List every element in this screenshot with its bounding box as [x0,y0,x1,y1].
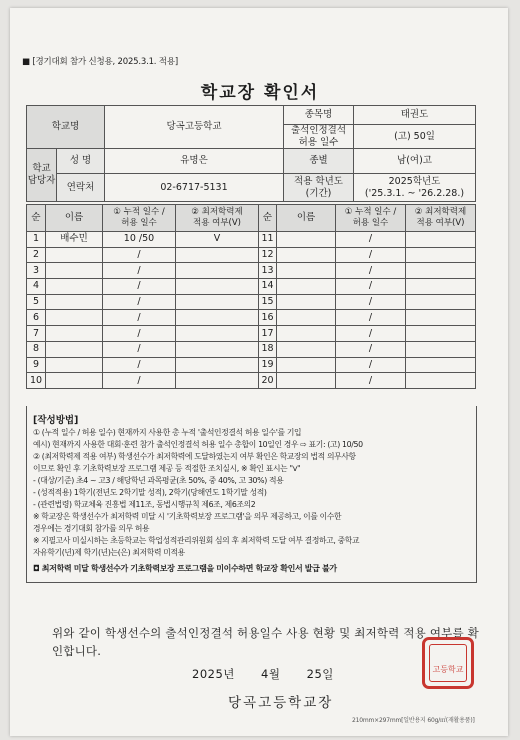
student-name [46,294,103,310]
min-achievement [176,294,259,310]
student-name [46,341,103,357]
col-days-right-2: 허용 일수 [352,218,389,228]
days-used: / [336,232,406,248]
student-table [26,204,476,389]
level-label: 종별 [284,149,354,174]
min-achievement [406,373,476,389]
document-title: 학교장 확인서 [200,83,320,103]
days-used: / [103,247,176,263]
days-used: / [103,294,176,310]
days-used: / [103,373,176,389]
year-label [284,174,354,202]
student-name [277,279,336,295]
student-name [46,357,103,373]
table-row [27,373,476,389]
col-name-left: 이름 [46,205,103,232]
days-used: / [103,263,176,279]
days-used: / [336,247,406,263]
table-row [27,341,476,357]
form-header: ■ [경기대회 참가 신청용, 2025.3.1. 적용] [22,57,178,67]
days-used: / [103,310,176,326]
student-name: 배수민 [46,232,103,248]
row-no: 11 [259,232,277,248]
row-no: 8 [27,341,46,357]
row-no: 1 [27,232,46,248]
writing-guide [26,406,477,583]
student-name [46,326,103,342]
allowed-days-label [284,125,353,148]
days-used: 10 /50 [103,232,176,248]
row-no: 4 [27,279,46,295]
event-label-cell [284,106,354,149]
row-no: 12 [259,247,277,263]
row-no: 9 [27,357,46,373]
student-name [277,232,336,248]
min-achievement [176,357,259,373]
student-name [46,263,103,279]
row-no: 10 [27,373,46,389]
days-used: / [336,373,406,389]
col-min-left-2: 적용 여부(V) [193,218,241,228]
col-days-left-2: 허용 일수 [121,218,157,228]
col-min-left-1: ② 최저학력제 [191,207,243,218]
col-days-left [103,205,176,232]
guide-line-3: ② (최저학력제 적용 여부) 학생선수가 최저학력에 도달하였는지 여부 확인은 학교장의 법적 의무사항 [33,452,356,461]
table-row [27,310,476,326]
year-value [354,174,476,202]
guide-line-6: - (성적적용) 1학기(전년도 2학기말 성적), 2학기(당해연도 1학기말 성적) [33,488,267,497]
min-achievement [406,232,476,248]
table-row [27,247,476,263]
student-name [46,247,103,263]
min-achievement [406,294,476,310]
principal-signature-line: 당곡고등학교장 [228,695,334,711]
guide-line-12: ◘ 최저학력 미달 학생선수가 기초학력보장 프로그램을 미이수하면 학교장 확인서 발급 불가 [33,564,337,573]
min-achievement [406,279,476,295]
event-value-cell [354,106,476,149]
contact-label: 연락처 [57,174,105,202]
year-value-1: 2025학년도 [388,175,441,187]
guide-line-1: ① (누적 일수 / 허용 일수) 현재까지 사용한 총 누적 '출석인정결석 허용 일수'를 기입 [33,428,302,437]
min-achievement [176,263,259,279]
min-achievement [406,263,476,279]
name-label: 성 명 [57,149,105,174]
days-used: / [336,341,406,357]
manager-name: 유명은 [105,149,284,174]
seal-inner-border [429,644,467,682]
row-no: 14 [259,279,277,295]
allowed-days-label-2: 허용 일수 [298,136,339,148]
table-row [27,263,476,279]
row-no: 2 [27,247,46,263]
min-achievement [406,357,476,373]
col-no-right: 순 [259,205,277,232]
student-name [277,294,336,310]
student-name [277,247,336,263]
col-name-right: 이름 [277,205,336,232]
row-no: 5 [27,294,46,310]
manager-label-1: 학교 [32,163,51,175]
year-value-2: ('25.3.1. ~ '26.2.28.) [364,187,465,199]
guide-line-9: 경우에는 경기대회 참가를 의무 허용 [33,524,150,533]
guide-line-7: - (관련법령) 학교체육 진흥법 제11조, 동법시행규칙 제6조, 제6조의2 [33,500,256,509]
issue-date [192,666,356,682]
event-value: 태권도 [354,106,475,125]
min-achievement [176,310,259,326]
table-row [27,232,476,248]
row-no: 7 [27,326,46,342]
col-min-right-2: 적용 여부(V) [416,218,465,228]
guide-line-5: - (대상/기준) 초4 ~ 고3 / 해당학년 과목평균(초 50%, 중 40%, 고 30%) 적용 [33,476,284,485]
col-min-right-1: ② 최저학력제 [414,207,467,218]
row-no: 6 [27,310,46,326]
student-name [277,263,336,279]
days-used: / [336,294,406,310]
level-value: 남(여)고 [354,149,476,174]
table-row [27,326,476,342]
col-days-right-1: ① 누적 일수 / [344,207,397,218]
allowed-days-label-1: 출석인정결석 [290,125,347,136]
student-name [277,357,336,373]
year-label-2: (기간) [305,187,332,199]
min-achievement: V [176,232,259,248]
confirmation-text: 위와 같이 학생선수의 출석인정결석 허용일수 사용 현황 및 최저학력 적용 여부를 확인합니다. [52,626,479,659]
contact-value: 02-6717-5131 [105,174,284,202]
days-used: / [103,326,176,342]
school-name-value: 당곡고등학교 [105,106,284,149]
min-achievement [176,279,259,295]
days-used: / [336,263,406,279]
days-used: / [336,326,406,342]
row-no: 18 [259,341,277,357]
row-no: 3 [27,263,46,279]
school-info-table [26,105,476,202]
row-no: 13 [259,263,277,279]
guide-line-2: 예시) 현재까지 사용한 대회·훈련 참가 출석인정결석 허용 일수 총합이 10일인 경우 ⇨ 표기: (고) 10/50 [33,440,363,449]
days-used: / [103,357,176,373]
year-label-1: 적용 학년도 [294,175,343,187]
col-no-left: 순 [27,205,46,232]
row-no: 20 [259,373,277,389]
days-used: / [336,357,406,373]
days-used: / [336,279,406,295]
row-no: 15 [259,294,277,310]
min-achievement [406,247,476,263]
min-achievement [176,341,259,357]
date-day: 25일 [306,667,334,681]
student-name [277,326,336,342]
student-name [277,373,336,389]
table-row [27,357,476,373]
student-name [46,373,103,389]
manager-label-2: 담당자 [27,175,56,186]
min-achievement [406,341,476,357]
paper-spec-footer: 210mm×297mm[일반용지 60g/㎡(재활용품)] [352,717,475,724]
manager-label [27,149,57,202]
table-row [27,279,476,295]
student-name [46,310,103,326]
allowed-days-value: (고) 50일 [394,131,435,142]
row-no: 16 [259,310,277,326]
min-achievement [176,326,259,342]
min-achievement [176,373,259,389]
col-min-left [176,205,259,232]
guide-line-11: 자유학기(년)제 학기(년)는(은) 최저학력 미적용 [33,548,185,557]
guide-line-10: ※ 지필고사 미실시하는 초등학교는 학업성적관리위원회 심의 후 최저학력 도달 여부 결정하고, 중학교 [33,536,360,545]
days-used: / [103,279,176,295]
guide-line-8: ※ 학교장은 학생선수가 최저학력 미달 시 '기초학력보장 프로그램'을 의무 제공하고, 이를 이수한 [33,512,342,521]
col-days-left-1: ① 누적 일수 / [113,207,165,218]
student-name [46,279,103,295]
student-name [277,310,336,326]
min-achievement [406,310,476,326]
row-no: 17 [259,326,277,342]
days-used: / [336,310,406,326]
row-no: 19 [259,357,277,373]
min-achievement [406,326,476,342]
date-month: 4월 [261,667,281,681]
event-label: 종목명 [284,106,353,125]
col-min-right [406,205,476,232]
table-row [27,294,476,310]
min-achievement [176,247,259,263]
student-name [277,341,336,357]
guide-title: [작성방법] [33,415,79,426]
col-days-right [336,205,406,232]
date-year: 2025년 [192,667,235,681]
seal-text: 고등학교 [432,665,464,674]
days-used: / [103,341,176,357]
official-seal [422,637,474,689]
school-name-label: 학교명 [27,106,105,149]
guide-line-4: 이므로 확인 후 기초학력보장 프로그램 제공 등 적절한 조치실시, ※ 확인 표시는 "v" [33,464,301,473]
